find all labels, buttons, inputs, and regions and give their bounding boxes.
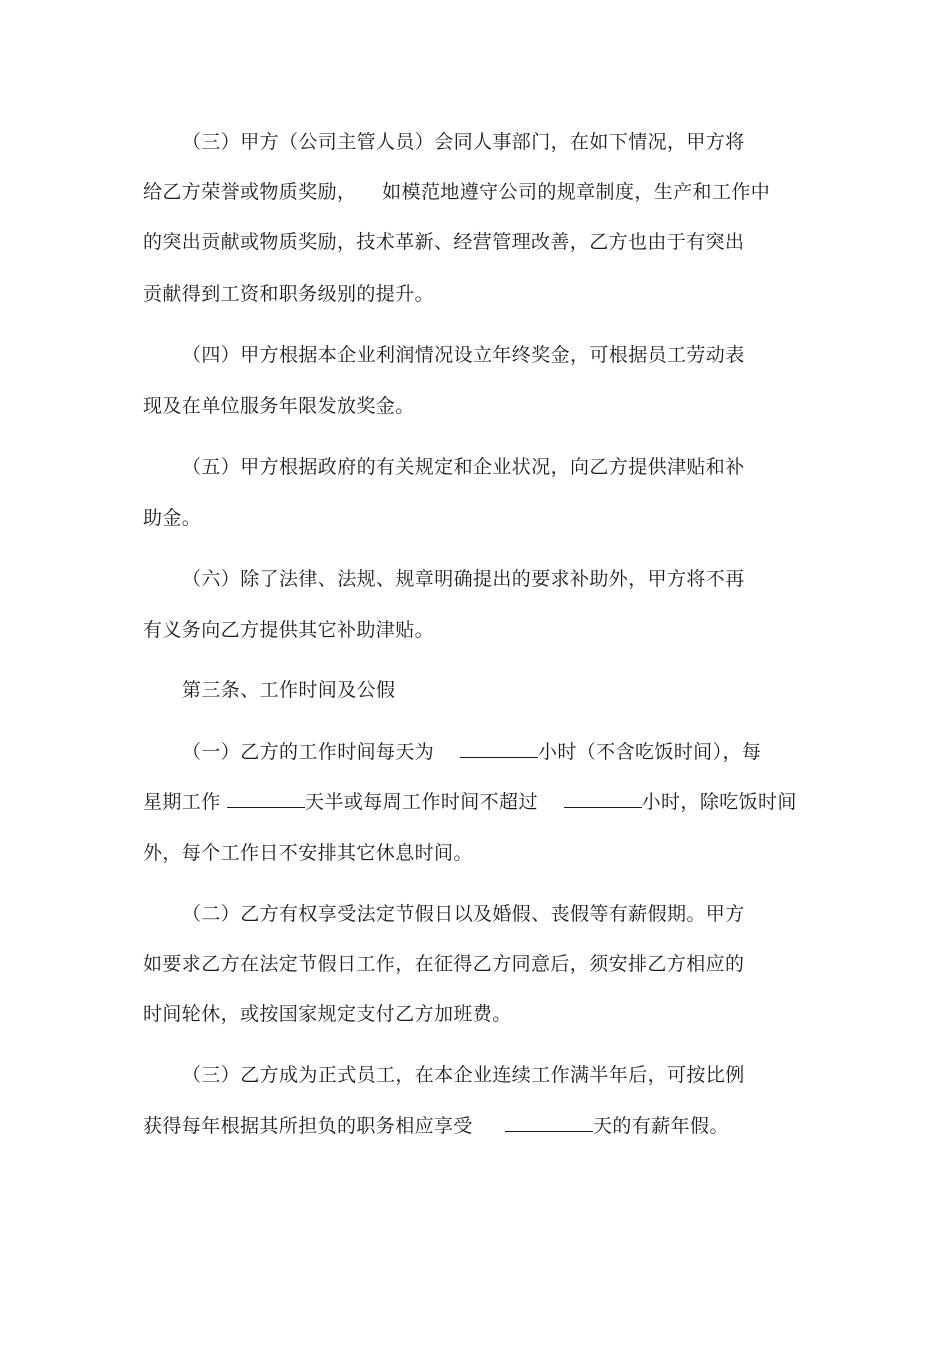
article-3-item-1-line-3: 外，每个工作日不安排其它休息时间。 xyxy=(143,842,473,864)
text-segment: 小时（不含吃饭时间），每 xyxy=(537,741,762,763)
paragraph-5-line-2: 助金。 xyxy=(143,507,202,529)
article-3-item-3-line-1: （三）乙方成为正式员工，在本企业连续工作满半年后，可按比例 xyxy=(182,1064,745,1086)
paragraph-6-line-1: （六）除了法律、法规、规章明确提出的要求补助外，甲方将不再 xyxy=(182,568,745,590)
text-segment: 小时，除吃饭时间 xyxy=(641,791,797,813)
text-segment: 星期工作 xyxy=(143,791,228,813)
article-3-item-1-line-2 xyxy=(143,789,797,814)
paragraph-3-line-1: （三）甲方（公司主管人员）会同人事部门，在如下情况，甲方将 xyxy=(182,131,745,153)
hours-per-day-blank xyxy=(460,739,538,758)
paragraph-4-line-1: （四）甲方根据本企业利润情况设立年终奖金，可根据员工劳动表 xyxy=(182,344,745,366)
text-segment: 天半或每周工作时间不超过 xyxy=(305,791,538,813)
paragraph-6-line-2: 有义务向乙方提供其它补助津贴。 xyxy=(143,619,435,641)
paragraph-3-line-3: 的突出贡献或物质奖励，技术革新、经营管理改善，乙方也由于有突出 xyxy=(143,231,745,253)
text-segment: （一）乙方的工作时间每天为 xyxy=(182,741,435,763)
paragraph-3-line-2: 给乙方荣誉或物质奖励， 如模范地遵守公司的规章制度，生产和工作中 xyxy=(143,181,771,203)
hours-per-week-blank xyxy=(564,789,642,808)
days-per-week-blank xyxy=(227,789,305,808)
article-3-heading: 第三条、工作时间及公假 xyxy=(182,679,396,701)
text-segment: 天的有薪年假。 xyxy=(593,1115,729,1137)
paragraph-5-line-1: （五）甲方根据政府的有关规定和企业状况，向乙方提供津贴和补 xyxy=(182,456,745,478)
article-3-item-2-line-1: （二）乙方有权享受法定节假日以及婚假、丧假等有薪假期。甲方 xyxy=(182,903,745,925)
article-3-item-3-line-2 xyxy=(143,1113,729,1138)
paragraph-4-line-2: 现及在单位服务年限发放奖金。 xyxy=(143,395,415,417)
text-segment: 获得每年根据其所担负的职务相应享受 xyxy=(143,1115,473,1137)
article-3-item-2-line-2: 如要求乙方在法定节假日工作，在征得乙方同意后，须安排乙方相应的 xyxy=(143,953,745,975)
paragraph-3-line-4: 贡献得到工资和职务级别的提升。 xyxy=(143,283,435,305)
article-3-item-1-line-1 xyxy=(182,739,761,764)
article-3-item-2-line-3: 时间轮休，或按国家规定支付乙方加班费。 xyxy=(143,1003,512,1025)
annual-leave-days-blank xyxy=(505,1113,593,1132)
